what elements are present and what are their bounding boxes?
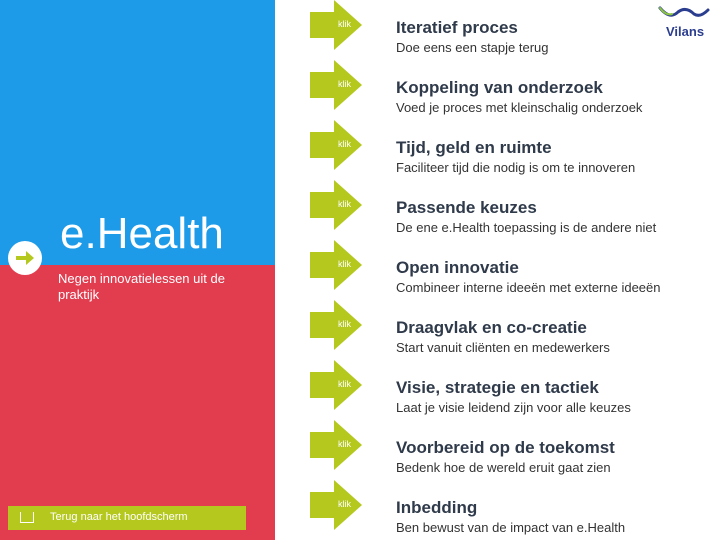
lesson-subtitle: Doe eens een stapje terug <box>396 40 549 55</box>
lesson-title[interactable]: Inbedding <box>396 498 478 517</box>
arrow-circle-icon <box>8 241 42 275</box>
klik-label: klik <box>338 319 351 329</box>
lesson-subtitle: Bedenk hoe de wereld eruit gaat zien <box>396 460 611 475</box>
lesson-item <box>300 120 720 176</box>
lesson-title[interactable]: Draagvlak en co-creatie <box>396 318 587 337</box>
lesson-item <box>300 180 720 236</box>
lesson-subtitle: Faciliteer tijd die nodig is om te innoveren <box>396 160 636 175</box>
red-panel <box>0 265 275 540</box>
logo-text: Vilans <box>666 24 705 39</box>
lesson-title[interactable]: Visie, strategie en tactiek <box>396 378 599 397</box>
lesson-item <box>300 360 720 416</box>
lesson-item <box>300 240 720 296</box>
lesson-item <box>300 480 720 536</box>
klik-arrow-button[interactable] <box>310 60 366 110</box>
klik-label: klik <box>338 199 351 209</box>
lesson-title[interactable]: Passende keuzes <box>396 198 537 217</box>
lesson-title[interactable]: Open innovatie <box>396 258 519 277</box>
klik-arrow-button[interactable] <box>310 180 366 230</box>
lesson-item <box>300 300 720 356</box>
lesson-title[interactable]: Tijd, geld en ruimte <box>396 138 552 157</box>
lesson-subtitle: Voed je proces met kleinschalig onderzoek <box>396 100 643 115</box>
lesson-title[interactable]: Koppeling van onderzoek <box>396 78 603 97</box>
klik-label: klik <box>338 499 351 509</box>
lesson-subtitle: Laat je visie leidend zijn voor alle keuzes <box>396 400 631 415</box>
klik-arrow-button[interactable] <box>310 0 366 50</box>
home-icon <box>20 512 34 523</box>
klik-arrow-button[interactable] <box>310 360 366 410</box>
klik-arrow-button[interactable] <box>310 300 366 350</box>
klik-label: klik <box>338 379 351 389</box>
klik-label: klik <box>338 19 351 29</box>
lesson-subtitle: Combineer interne ideeën met externe ideeën <box>396 280 661 295</box>
page-subtitle: Negen innovatielessen uit de praktijk <box>58 271 225 302</box>
lesson-subtitle: De ene e.Health toepassing is de andere niet <box>396 220 657 235</box>
klik-label: klik <box>338 139 351 149</box>
klik-arrow-button[interactable] <box>310 120 366 170</box>
lesson-item <box>300 420 720 476</box>
klik-arrow-button[interactable] <box>310 420 366 470</box>
klik-label: klik <box>338 79 351 89</box>
home-button[interactable] <box>8 506 246 530</box>
lesson-subtitle: Ben bewust van de impact van e.Health <box>396 520 626 535</box>
lesson-subtitle: Start vanuit cliënten en medewerkers <box>396 340 610 355</box>
page-title: e.Health <box>60 209 224 258</box>
lesson-title[interactable]: Voorbereid op de toekomst <box>396 438 615 457</box>
lesson-item <box>300 60 720 116</box>
lesson-item <box>300 0 720 56</box>
lesson-title[interactable]: Iteratief proces <box>396 18 518 37</box>
klik-label: klik <box>338 439 351 449</box>
klik-arrow-button[interactable] <box>310 240 366 290</box>
klik-arrow-button[interactable] <box>310 480 366 530</box>
home-button-label: Terug naar het hoofdscherm <box>50 511 188 523</box>
klik-label: klik <box>338 259 351 269</box>
